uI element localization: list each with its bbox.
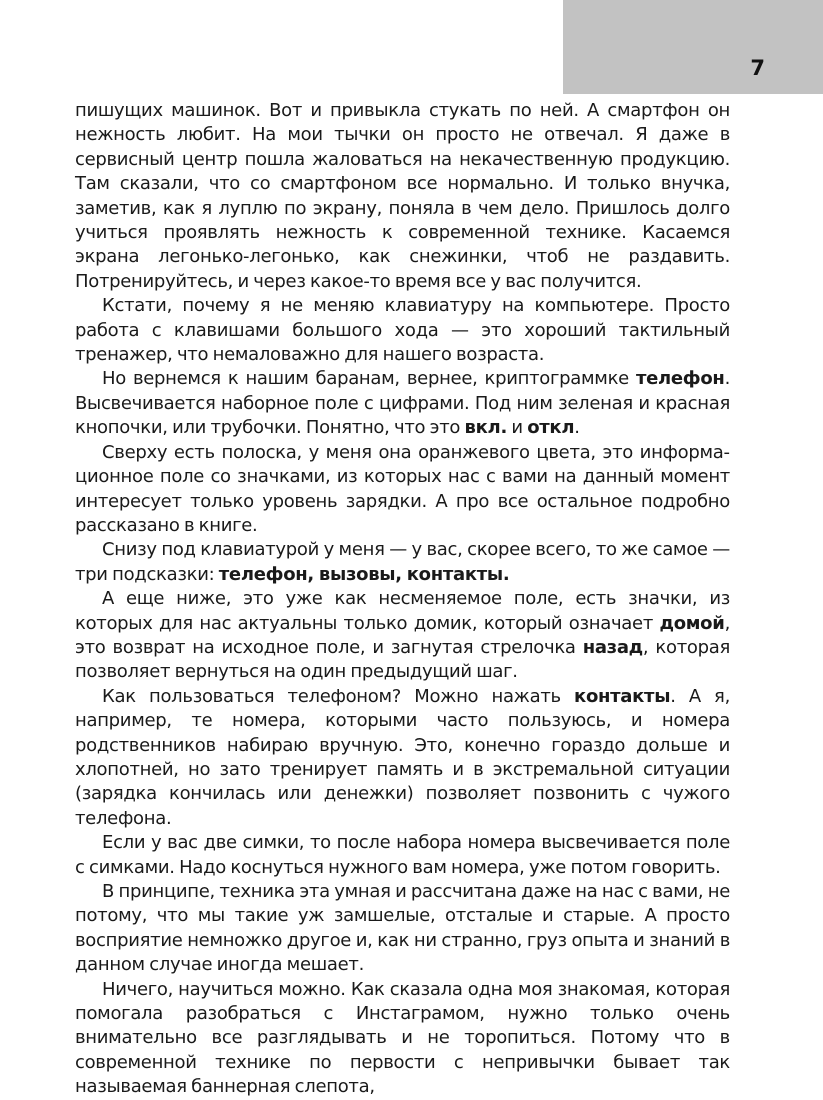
paragraph xyxy=(75,880,730,978)
text-run: Если у вас две симки, то после набора номера высвечивается поле с симками. Надо коснуться нужного вам номера, уже потом говорить. xyxy=(75,832,730,878)
bold-term: назад xyxy=(582,636,643,658)
paragraph xyxy=(75,538,730,587)
bold-term: вкл. xyxy=(464,417,507,439)
text-run: и xyxy=(506,417,528,439)
bold-term: домой xyxy=(659,612,725,634)
text-run: . Высвечивается наборное поле с цифрами. Под ним зеленая и красная кнопочки, или трубочки. Понятно, что это xyxy=(75,368,730,439)
paragraph xyxy=(75,685,730,831)
text-run: Ничего, научиться можно. Как сказала одна моя знакомая, которая помогала разобраться с Инстаграмом, нужно только очень внимательно все разглядывать и не торопиться. Потому что в современной технике по первости с непривычки бывает так называемая баннерная слепота, xyxy=(75,978,730,1098)
page-number: 7 xyxy=(750,56,765,80)
text-run: . А я, например, те номера, которыми часто пользуюсь, и номера родственников набираю вручную. Это, конечно гораздо дольше и хлопотней, но зато тренирует память и в экстремальной ситуации (зарядка кончилась или денежки) позволяет позвонить с чужого телефона. xyxy=(75,685,731,829)
text-run: . xyxy=(574,417,580,439)
paragraph xyxy=(75,831,730,880)
text-run: Но вернемся к нашим баранам, вернее, криптограммке xyxy=(102,368,636,390)
text-run: Снизу под клавиатурой у меня — у вас, скорее всего, то же самое — три подсказки: xyxy=(75,539,730,585)
text-run: Сверху есть полоска, у меня она оранжевого цвета, это информационное поле со значками, из которых нас с вами на данный момент интересует только уровень зарядки. А про все остальное подробно рассказано в книге. xyxy=(75,441,730,536)
bold-term: телефон, вызовы, контакты. xyxy=(218,563,510,585)
text-run: В принципе, техника эта умная и рассчитана даже на нас с вами, не потому, что мы такие уж замшелые, отсталые и старые. А просто восприятие немножко другое и, как ни странно, груз опыта и знаний в данном случае иногда мешает. xyxy=(75,881,730,976)
body-text xyxy=(75,99,730,1100)
text-run: А еще ниже, это уже как несменяемое поле, есть значки, из которых для нас актуальны только домик, который означает xyxy=(75,588,730,634)
paragraph xyxy=(75,99,730,294)
bold-term: телефон xyxy=(635,368,725,390)
text-run: Как пользоваться телефоном? Можно нажать xyxy=(102,685,575,707)
page-number-tab xyxy=(563,0,823,94)
paragraph xyxy=(75,441,730,539)
paragraph xyxy=(75,978,730,1100)
bold-term: контакты xyxy=(574,685,671,707)
bold-term: откл xyxy=(527,417,575,439)
paragraph xyxy=(75,367,730,440)
text-run: , это возврат на исходное поле, и загнутая стрелочка xyxy=(75,612,730,658)
text-run: Кстати, почему я не меняю клавиатуру на компьютере. Просто работа с клавишами большого хода — это хороший тактильный тренажер, что немаловажно для нашего возраста. xyxy=(75,295,730,366)
paragraph xyxy=(75,587,730,685)
text-run: пишущих машинок. Вот и привыкла стукать по ней. А смартфон он нежность любит. На мои тычки он просто не отвечал. Я даже в сервисный центр пошла жаловаться на некачественную продукцию. Там сказали, что со смартфоном все нормально. И только внучка, заметив, как я луплю по экрану, поняла в чем дело. Пришлось долго учиться проявлять нежность к современной технике. Касаемся экрана легонько-легонько, как снежинки, чтоб не раздавить. Потренируйтесь, и через какое-то время все у вас получится. xyxy=(75,100,730,292)
paragraph xyxy=(75,294,730,367)
text-run: , которая позволяет вернуться на один предыдущий шаг. xyxy=(75,636,730,683)
